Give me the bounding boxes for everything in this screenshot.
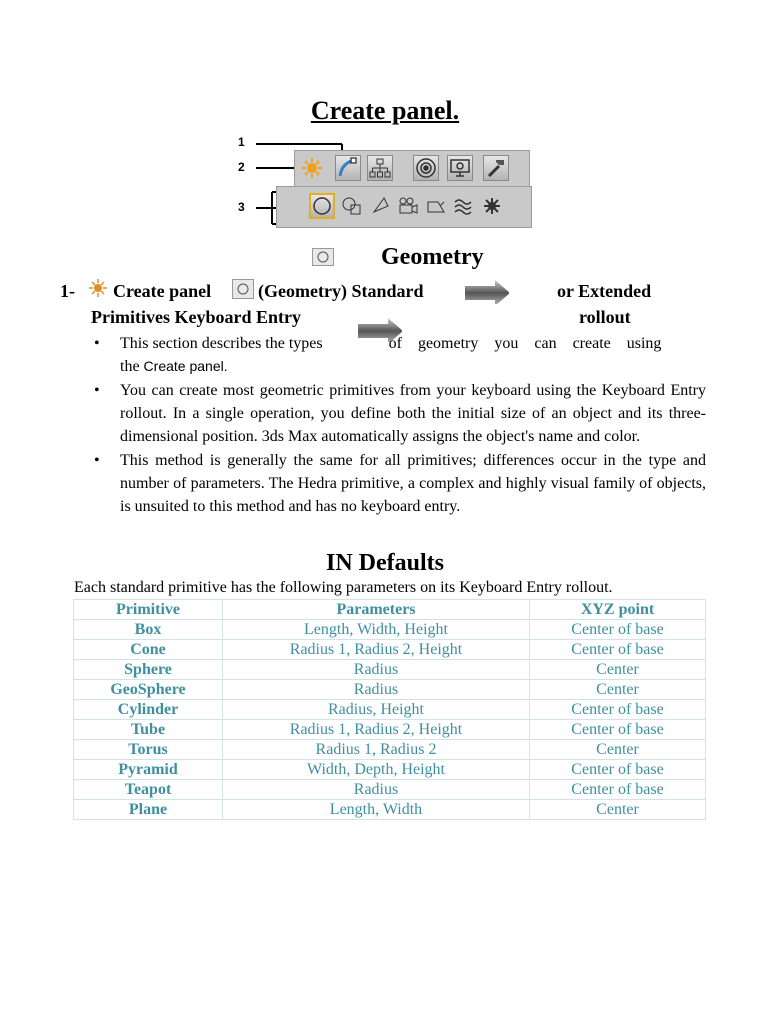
table-row [74,800,706,820]
primitive-cell: GeoSphere [74,680,223,700]
table-row [74,660,706,680]
table-row [74,740,706,760]
create-sun-icon[interactable] [299,155,325,181]
list-item [94,332,706,378]
table-row [74,620,706,640]
geometry-sphere-icon [312,248,334,266]
list-item [94,379,706,448]
systems-icon[interactable] [479,193,505,219]
xyz-cell: Center of base [530,720,706,740]
hierarchy-icon[interactable] [367,155,393,181]
parameters-cell: Radius 1, Radius 2, Height [223,640,530,660]
primitive-cell: Tube [74,720,223,740]
xyz-cell: Center [530,660,706,680]
step-number: 1- [60,281,75,301]
label-2: 2 [238,160,245,174]
table-row [74,760,706,780]
shapes-icon[interactable] [339,193,365,219]
parameters-cell: Radius 1, Radius 2, Height [223,720,530,740]
xyz-cell: Center [530,800,706,820]
utilities-hammer-icon[interactable] [483,155,509,181]
cameras-icon[interactable] [395,193,421,219]
table-header-row [74,600,706,620]
lights-icon[interactable] [367,193,393,219]
primitive-cell: Plane [74,800,223,820]
display-icon[interactable] [447,155,473,181]
parameters-cell: Radius [223,780,530,800]
xyz-cell: Center of base [530,760,706,780]
label-3: 3 [238,200,245,214]
modify-arc-icon[interactable] [335,155,361,181]
primitive-cell: Teapot [74,780,223,800]
xyz-cell: Center of base [530,620,706,640]
parameters-cell: Radius 1, Radius 2 [223,740,530,760]
parameters-cell: Radius, Height [223,700,530,720]
space-warps-icon[interactable] [451,193,477,219]
table-row [74,700,706,720]
xyz-cell: Center of base [530,640,706,660]
column-header: Parameters [223,600,530,620]
geometry-sphere-icon [232,279,254,299]
bullet-text: You can create most geometric primitives from your keyboard using the Keyboard Entry rollout. In a single operation, you define both the initial size of an object and its three-dimensional position. 3ds Max automatically assigns the object's name and color. [120,382,706,445]
command-panel-tabs [294,150,530,188]
primitives-table [73,599,706,820]
xyz-cell: Center of base [530,700,706,720]
in-defaults-heading: IN Defaults [326,550,444,576]
label-1: 1 [238,135,245,149]
primitive-cell: Sphere [74,660,223,680]
geometry-standard-label: (Geometry) Standard [258,281,424,301]
bullet-text: This section describes the types [120,335,323,352]
xyz-cell: Center [530,740,706,760]
parameters-cell: Radius [223,660,530,680]
geometry-heading: Geometry [381,244,484,270]
parameters-cell: Length, Width [223,800,530,820]
page-title: Create panel. [310,96,460,125]
motion-icon[interactable] [413,155,439,181]
primitive-cell: Box [74,620,223,640]
bullet-text: This method is generally the same for all primitives; differences occur in the type and number of parameters. The Hedra primitive, a complex and highly visual family of objects, is unsuited to this method and has no keyboard entry. [120,452,706,515]
primitive-cell: Pyramid [74,760,223,780]
primitive-cell: Cone [74,640,223,660]
primitive-cell: Cylinder [74,700,223,720]
xyz-cell: Center [530,680,706,700]
geometry-sphere-icon[interactable] [309,193,335,219]
table-row [74,680,706,700]
table-row [74,720,706,740]
primitives-keyboard-entry-label: Primitives Keyboard Entry [91,307,301,327]
list-item [94,449,706,518]
create-panel-term: Create panel. [143,358,228,374]
bullet-text: the [120,358,140,375]
table-row [74,780,706,800]
table-row [74,640,706,660]
table-intro: Each standard primitive has the following parameters on its Keyboard Entry rollout. [74,579,613,596]
create-sun-icon [88,278,108,303]
parameters-cell: Length, Width, Height [223,620,530,640]
column-header: Primitive [74,600,223,620]
bullet-text: of geometry you can create using [388,335,662,352]
parameters-cell: Radius [223,680,530,700]
rollout-label: rollout [579,307,631,327]
or-extended-label: or Extended [557,281,652,301]
primitive-cell: Torus [74,740,223,760]
create-category-buttons [276,186,532,228]
bullet-list [94,332,706,519]
column-header: XYZ point [530,600,706,620]
create-panel-figure [232,130,532,230]
create-panel-label: Create panel [113,281,212,301]
xyz-cell: Center of base [530,780,706,800]
arrow-right-icon [465,280,509,309]
helpers-icon[interactable] [423,193,449,219]
parameters-cell: Width, Depth, Height [223,760,530,780]
